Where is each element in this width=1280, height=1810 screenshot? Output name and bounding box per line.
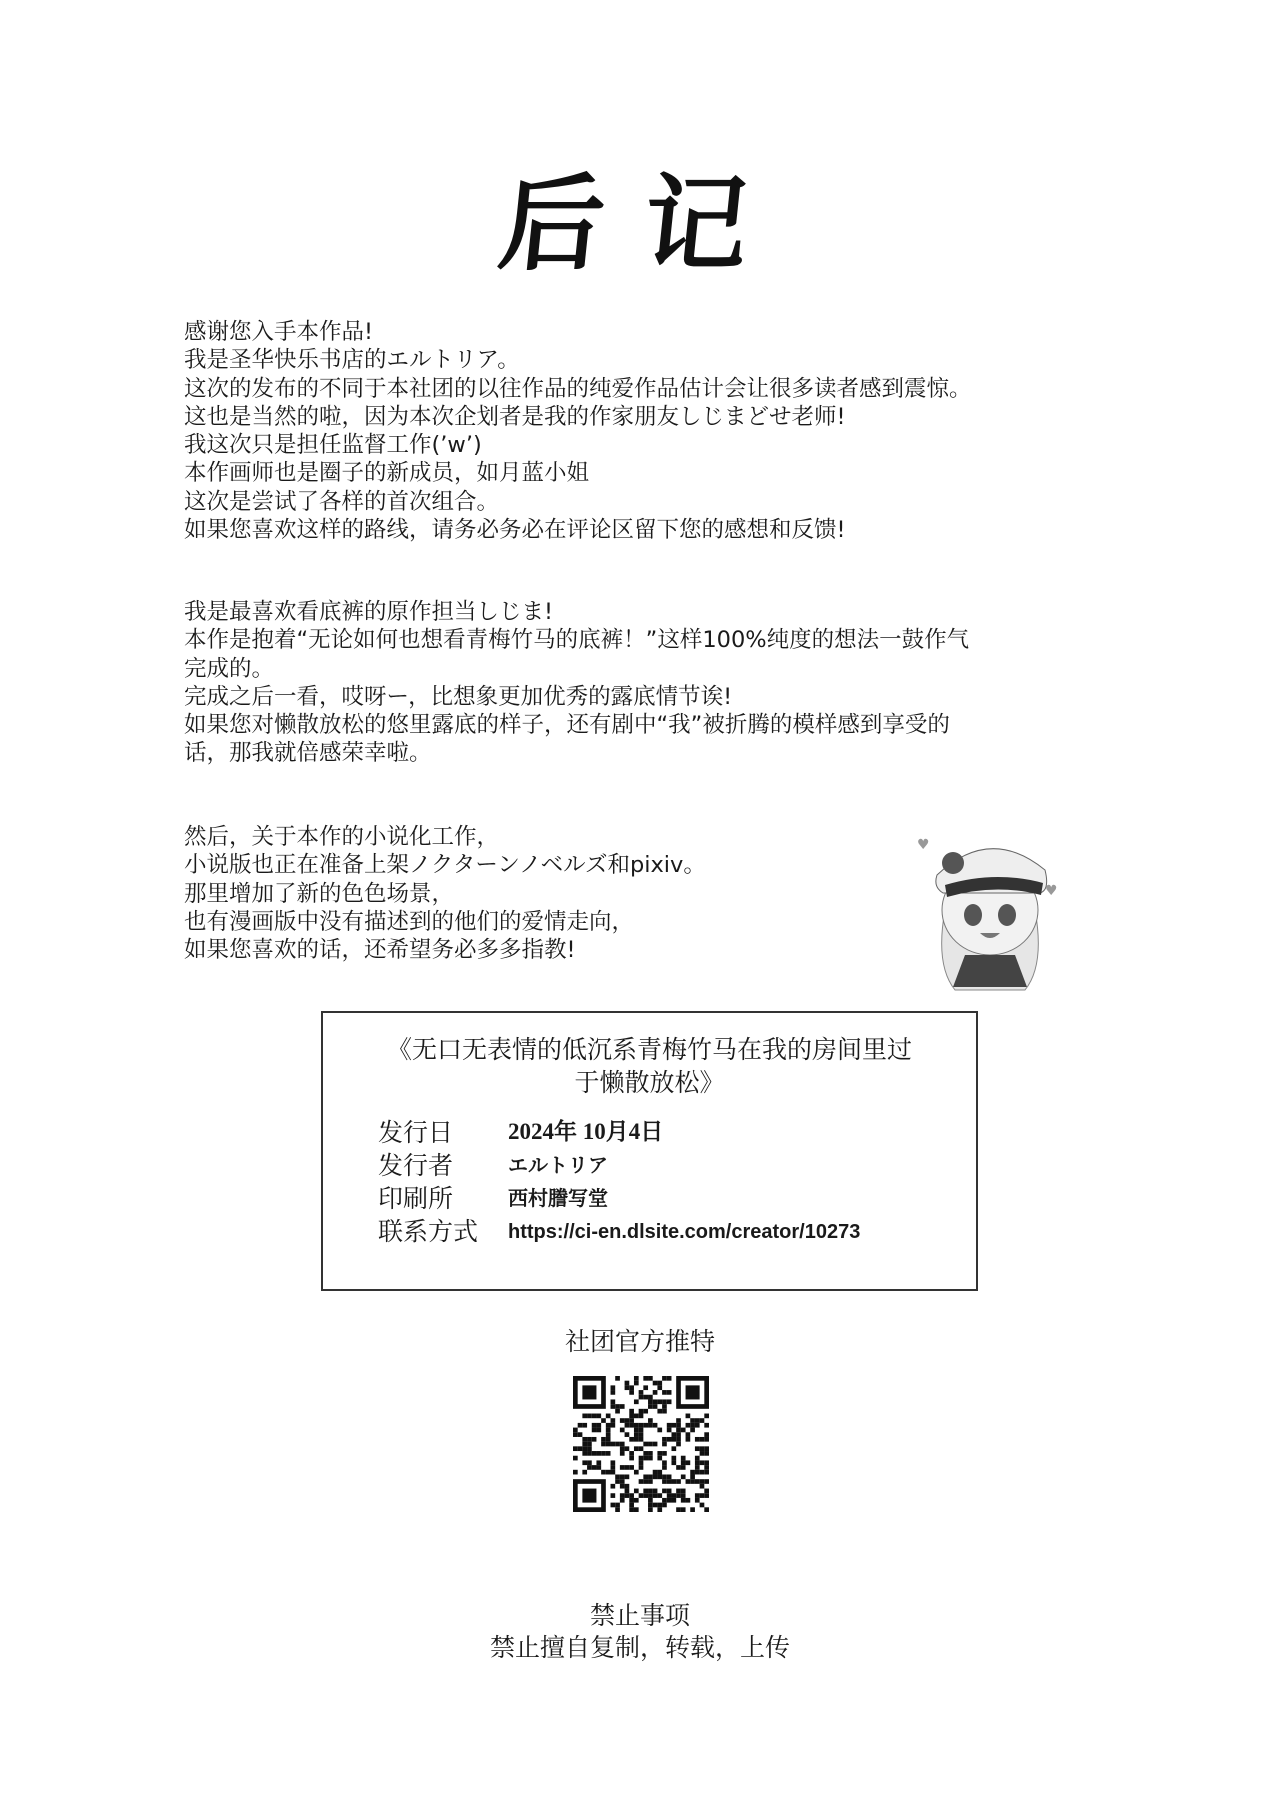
notice-heading: 禁止事项 <box>589 1601 690 1630</box>
svg-text:♥: ♥ <box>917 837 930 853</box>
colophon-row-printer <box>378 1179 608 1215</box>
book-title-line: 于懒散放松》 <box>574 1068 725 1097</box>
text-line: 如果您喜欢这样的路线，请务必务必在评论区留下您的感想和反馈! <box>184 517 846 544</box>
book-title-line: 《无口无表情的低沉系青梅竹马在我的房间里过 <box>386 1035 912 1064</box>
row-label: 发行日 <box>378 1118 454 1147</box>
row-value: エルトリア <box>508 1155 608 1177</box>
colophon-row-contact <box>378 1212 860 1248</box>
row-label: 发行者 <box>378 1151 454 1180</box>
row-value: 2024年 10月4日 <box>508 1119 664 1144</box>
text-line: 感谢您入手本作品! <box>184 319 374 345</box>
text-line: 这也是当然的啦，因为本次企划者是我的作家朋友しじまどせ老师! <box>184 403 846 430</box>
paragraph-author <box>184 598 969 768</box>
text-line: 我是圣华快乐书店的エルトリア。 <box>184 347 520 374</box>
colophon-row-publisher <box>378 1146 608 1182</box>
paragraph-novel <box>184 823 706 964</box>
text-line: 话，那我就倍感荣幸啦。 <box>184 740 432 767</box>
text-line: 小说版也正在准备上架ノクターンノベルズ和pixiv。 <box>184 852 706 879</box>
row-value: 西村謄写堂 <box>508 1188 608 1210</box>
svg-text:♥: ♥ <box>1045 883 1058 899</box>
qr-code[interactable] <box>573 1376 709 1512</box>
chibi-character-illustration <box>915 815 1065 995</box>
text-line: 我是最喜欢看底裤的原作担当しじま! <box>184 599 554 625</box>
text-line: 也有漫画版中没有描述到的他们的爱情走向， <box>184 908 635 935</box>
book-title <box>323 1033 976 1099</box>
text-line: 如果您喜欢的话，还希望务必多多指教! <box>184 937 576 964</box>
colophon-box <box>321 1011 978 1291</box>
text-line: 然后，关于本作的小说化工作， <box>184 824 500 850</box>
text-line: 本作画师也是圈子的新成员，如月蓝小姐 <box>184 460 590 487</box>
text-line: 本作是抱着“无论如何也想看青梅竹马的底裤！”这样100%纯度的想法一鼓作气 <box>184 627 970 654</box>
contact-link[interactable]: https://ci-en.dlsite.com/creator/10273 <box>508 1221 861 1243</box>
text-line: 如果您对懒散放松的悠里露底的样子，还有剧中“我”被折腾的模样感到享受的 <box>184 712 950 739</box>
page-title: 后记 <box>493 162 795 285</box>
text-line: 这次的发布的不同于本社团的以往作品的纯爱作品估计会让很多读者感到震惊。 <box>184 375 972 402</box>
paragraph-greeting <box>184 318 972 544</box>
text-line: 完成之后一看，哎呀ー，比想象更加优秀的露底情节诶! <box>184 683 733 710</box>
text-line: 我这次只是担任监督工作(’w’) <box>184 432 482 459</box>
notice-text: 禁止擅自复制，转载，上传 <box>489 1633 790 1662</box>
twitter-label: 社团官方推特 <box>564 1327 715 1356</box>
text-line: 完成的。 <box>184 655 275 682</box>
text-line: 那里增加了新的色色场景， <box>184 880 455 907</box>
row-label: 印刷所 <box>378 1184 454 1213</box>
row-label: 联系方式 <box>378 1217 479 1246</box>
text-line: 这次是尝试了各样的首次组合。 <box>184 488 500 515</box>
colophon-row-date <box>378 1113 663 1149</box>
